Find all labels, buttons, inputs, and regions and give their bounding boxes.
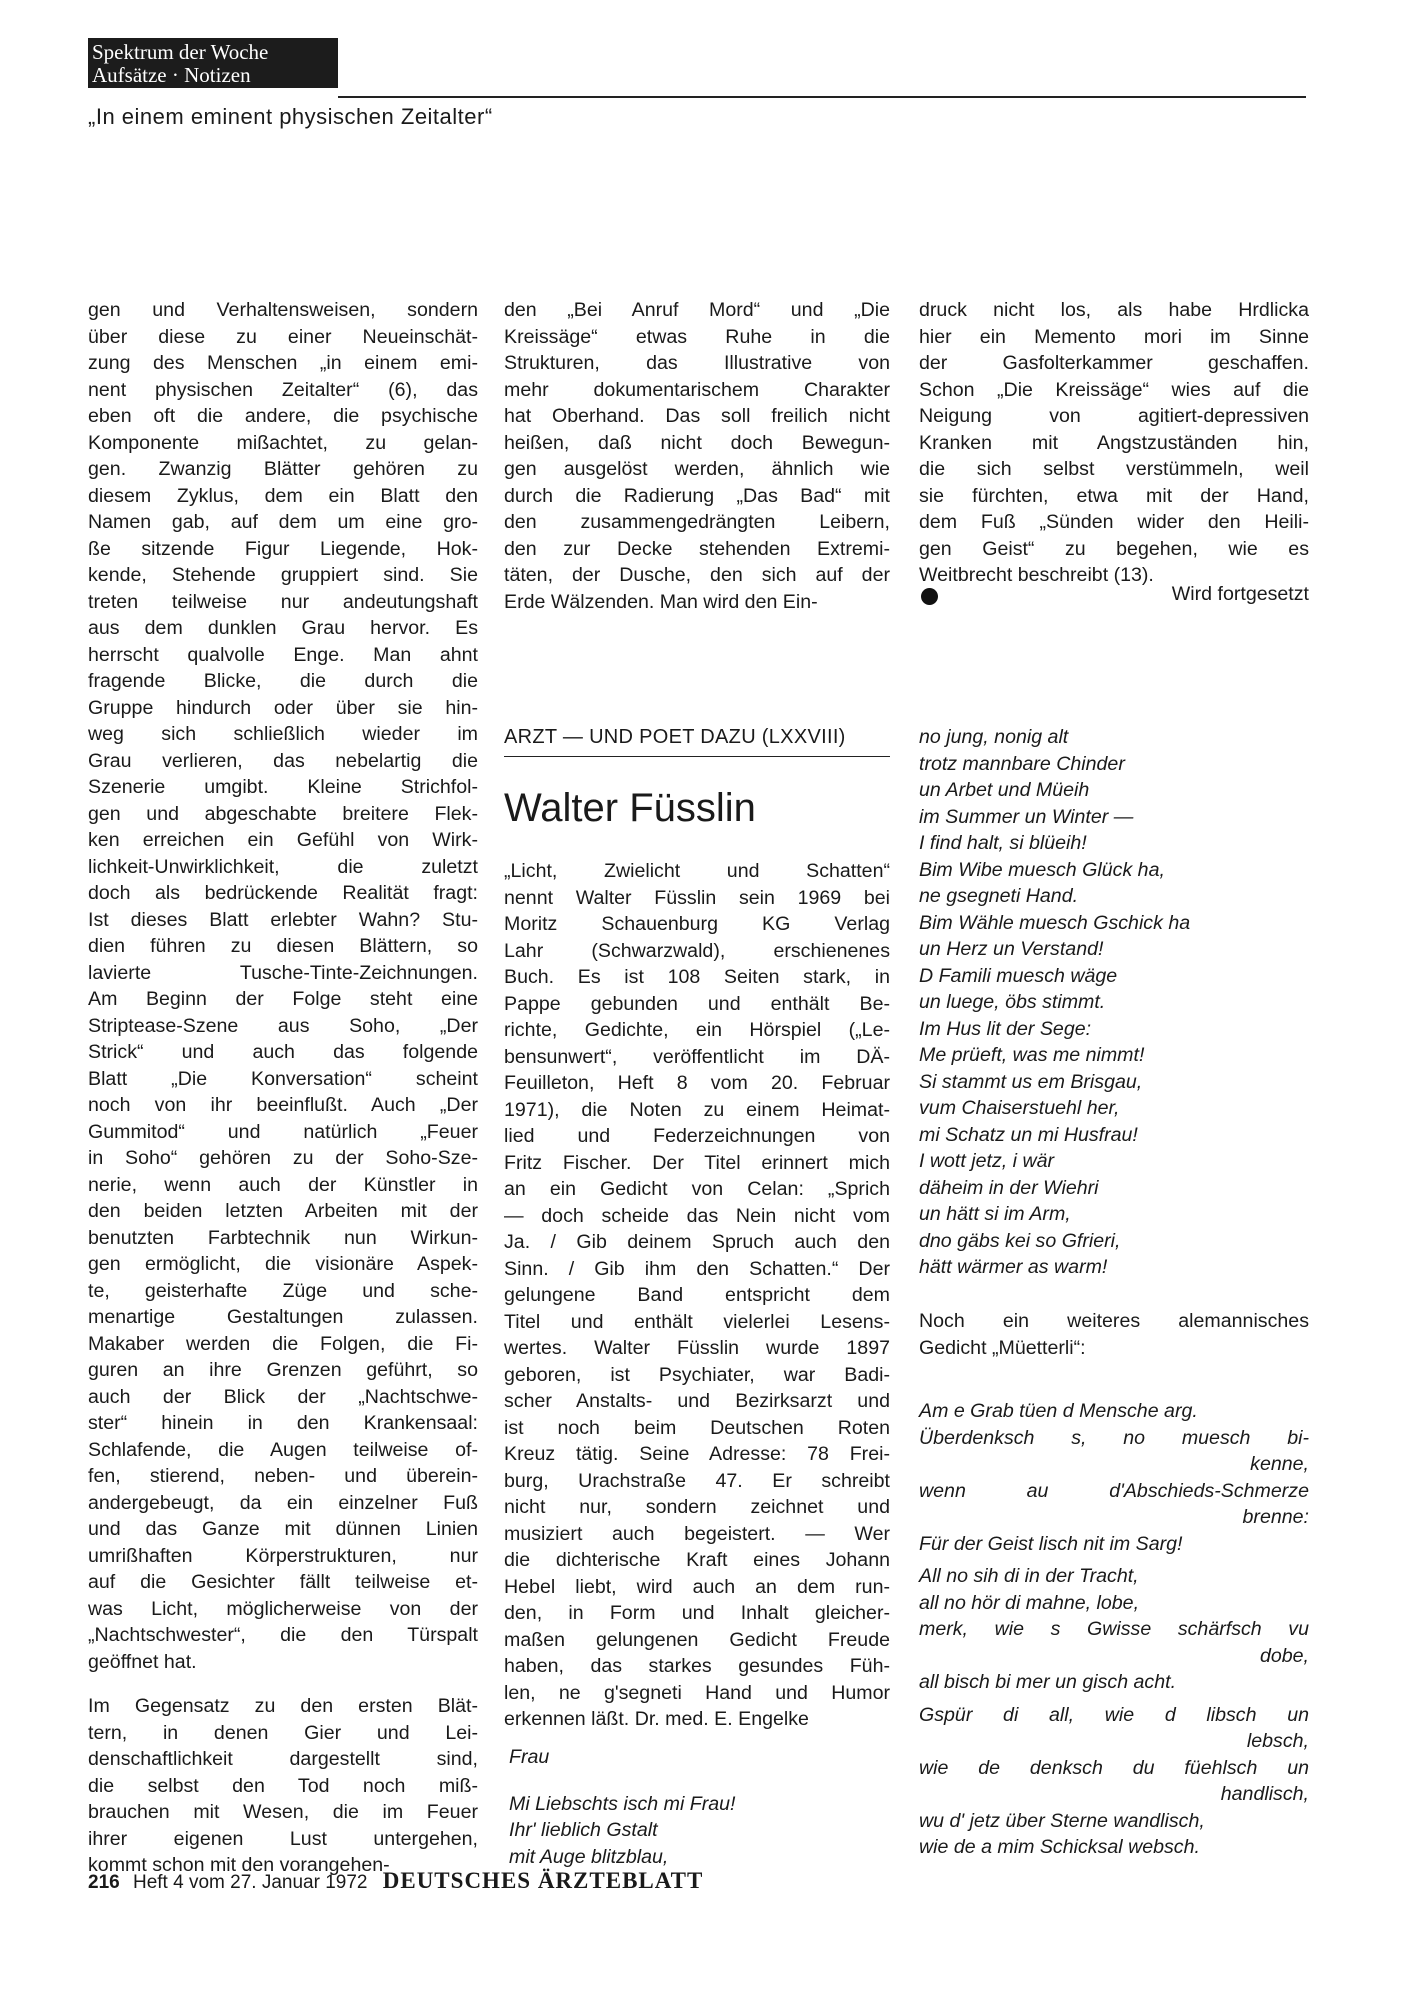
article-paragraph xyxy=(504,858,890,1733)
text-line: Makaber werden die Folgen, die Fi- xyxy=(88,1332,478,1355)
poem-line: trotz mannbare Chinder xyxy=(919,752,1125,775)
text-line: auf die Gesichter fällt teilweise et- xyxy=(88,1571,478,1593)
text-line: Noch ein weiteres alemannisches xyxy=(919,1310,1309,1332)
text-line: über diese zu einer Neueinschät- xyxy=(88,325,478,348)
intro-second-poem xyxy=(919,1308,1309,1361)
poem-line: ne gsegneti Hand. xyxy=(919,885,1079,907)
text-line: menartige Gestaltungen zulassen. xyxy=(88,1306,478,1328)
poem-line: Bim Wibe muesch Glück ha, xyxy=(919,858,1165,881)
poem-line: mi Schatz un mi Husfrau! xyxy=(919,1123,1138,1146)
text-line: ken erreichen ein Gefühl von Wirk- xyxy=(88,829,478,851)
text-line: gen Geist“ zu begehen, wie es xyxy=(919,537,1309,560)
text-line: Komponente mißachtet, zu gelan- xyxy=(88,431,478,454)
text-line: Sinn. / Gib ihm den Schatten.“ Der xyxy=(504,1257,890,1280)
text-line: Ja. / Gib deinem Spruch auch den xyxy=(504,1231,890,1253)
text-line: brauchen mit Wesen, die im Feuer xyxy=(88,1801,478,1823)
text-line: diesem Zyklus, dem ein Blatt den xyxy=(88,484,478,507)
intro-second-text xyxy=(919,1308,1309,1361)
poem-line: un Herz un Verstand! xyxy=(919,938,1104,960)
series-label: ARZT — UND POET DAZU (LXXVIII) xyxy=(504,726,846,748)
text-line: die dichterische Kraft eines Johann xyxy=(504,1549,890,1571)
text-line: musiziert auch begeistert. — Wer xyxy=(504,1522,890,1545)
text-line: Grau verlieren, das nebelartig die xyxy=(88,749,478,772)
poem-line: I find halt, si blüeih! xyxy=(919,832,1087,854)
poem-line: all bisch bi mer un gisch acht. xyxy=(919,1671,1177,1693)
text-line: andergebeugt, da ein einzelner Fuß xyxy=(88,1491,478,1514)
page-footer xyxy=(88,1868,703,1894)
text-line: noch von ihr beeinflußt. Auch „Der xyxy=(88,1094,478,1116)
text-line: gen und Verhaltensweisen, sondern xyxy=(88,299,478,321)
text-line: Gruppe hindurch oder über sie hin- xyxy=(88,696,478,719)
text-line: richte, Gedichte, ein Hörspiel („Le- xyxy=(504,1019,890,1041)
text-line: dem Fuß „Sünden wider den Heili- xyxy=(919,511,1309,533)
poem-line: hätt wärmer as warm! xyxy=(919,1256,1108,1278)
text-line: gen ausgelöst werden, ähnlich wie xyxy=(504,458,890,480)
text-line: Fritz Fischer. Der Titel erinnert mich xyxy=(504,1151,890,1174)
text-line: haben, das starkes gesundes Füh- xyxy=(504,1655,890,1677)
col-a-para-1 xyxy=(88,297,478,1675)
text-line: maßen gelungenen Gedicht Freude xyxy=(504,1628,890,1651)
text-line: weg sich schließlich wieder im xyxy=(88,723,478,745)
text-line: Kreuz tätig. Seine Adresse: 78 Frei- xyxy=(504,1443,890,1465)
text-line: ihrer eigenen Lust untergehen, xyxy=(88,1827,478,1850)
text-line: auch der Blick der „Nachtschwe- xyxy=(88,1385,478,1408)
text-line: den zusammengedrängten Leibern, xyxy=(504,511,890,533)
text-line: Feuilleton, Heft 8 vom 20. Februar xyxy=(504,1072,890,1094)
text-line: tern, in denen Gier und Lei- xyxy=(88,1721,478,1744)
text-line: sie fürchten, etwa mit der Hand, xyxy=(919,484,1309,507)
text-line: hier ein Memento mori im Sinne xyxy=(919,325,1309,348)
poem-line: Ihr' lieblich Gstalt xyxy=(509,1819,658,1841)
poem-line: dobe, xyxy=(1259,1644,1309,1667)
text-line: nent physischen Zeitalter“ (6), das xyxy=(88,378,478,401)
text-line: doch als bedrückende Realität fragt: xyxy=(88,882,478,904)
poem-line: un luege, öbs stimmt. xyxy=(919,991,1106,1013)
poem-line: wie de denksch du füehlsch un xyxy=(919,1756,1309,1779)
poem-line: all no hör di mahne, lobe, xyxy=(919,1591,1140,1614)
poem-line: merk, wie s Gwisse schärfsch vu xyxy=(919,1618,1309,1640)
poem-frau-lines xyxy=(509,1791,889,1871)
text-line: denschaftlichkeit dargestellt sind, xyxy=(88,1748,478,1770)
page-number: 216 xyxy=(88,1872,120,1893)
poem-line: lebsch, xyxy=(1246,1730,1309,1752)
text-line: len, ne g'segneti Hand und Humor xyxy=(504,1681,890,1704)
text-line: kende, Stehende gruppiert sind. Sie xyxy=(88,564,478,586)
text-line: täten, der Dusche, den sich auf der xyxy=(504,564,890,586)
poem-line: wenn au d'Abschieds-Schmerze xyxy=(919,1479,1309,1502)
text-line: nerie, wenn auch der Künstler in xyxy=(88,1173,478,1196)
continued-text: Wird fortgesetzt xyxy=(1171,583,1309,605)
top-rule xyxy=(338,96,1306,98)
poem-line: All no sih di in der Tracht, xyxy=(919,1565,1139,1587)
text-line: Pappe gebunden und enthält Be- xyxy=(504,992,890,1015)
poem-line: kenne, xyxy=(1250,1453,1309,1475)
poem-line: Für der Geist lisch nit im Sarg! xyxy=(919,1532,1183,1555)
text-line: Ist dieses Blatt erlebter Wahn? Stu- xyxy=(88,908,478,931)
poem-line: Im Hus lit der Sege: xyxy=(919,1017,1092,1040)
text-line: fragende Blicke, die durch die xyxy=(88,670,478,692)
poem-muetterli xyxy=(919,1398,1309,1861)
poem-line: däheim in der Wiehri xyxy=(919,1176,1099,1199)
text-line: Erde Wälzenden. Man wird den Ein- xyxy=(504,590,818,613)
text-line: Weitbrecht beschreibt (13). xyxy=(919,564,1154,586)
poem-line: wu d' jetz über Sterne wandlisch, xyxy=(919,1809,1205,1832)
poem-line: dno gäbs kei so Gfrieri, xyxy=(919,1229,1121,1252)
text-line: Kranken mit Angstzuständen hin, xyxy=(919,431,1309,454)
text-line: scher Anstalts- und Bezirksarzt und xyxy=(504,1390,890,1412)
text-line: Titel und enthält vielerlei Lesens- xyxy=(504,1310,890,1333)
poem-line: Am e Grab tüen d Mensche arg. xyxy=(919,1400,1198,1422)
continued-note xyxy=(919,583,1309,609)
poem-line: handlisch, xyxy=(1220,1783,1309,1805)
text-line: treten teilweise nur andeutungshaft xyxy=(88,590,478,613)
end-bullet-icon xyxy=(921,588,938,605)
text-line: die sich selbst verstümmeln, weil xyxy=(919,458,1309,480)
text-line: bensunwert“, veröffentlicht im DÄ- xyxy=(504,1045,890,1068)
poem-frau-cont-lines xyxy=(919,724,1309,1281)
poem-frau-continued xyxy=(919,724,1309,1281)
poem-line: mit Auge blitzblau, xyxy=(509,1845,669,1868)
text-line: Hebel liebt, wird auch an dem run- xyxy=(504,1575,890,1598)
poem-line: I wott jetz, i wär xyxy=(919,1150,1055,1172)
text-line: ster“ hinein in den Krankensaal: xyxy=(88,1412,478,1434)
col-c-continuation xyxy=(919,297,1309,589)
text-line: kommt schon mit den vorangehen- xyxy=(88,1854,390,1876)
text-line: fen, stierend, neben- und überein- xyxy=(88,1465,478,1487)
text-line: burg, Urachstraße 47. Er schreibt xyxy=(504,1469,890,1492)
text-line: den „Bei Anruf Mord“ und „Die xyxy=(504,299,890,321)
text-line: Schon „Die Kreissäge“ wies auf die xyxy=(919,378,1309,401)
text-line: gelungene Band entspricht dem xyxy=(504,1284,890,1306)
article-body xyxy=(504,858,890,1733)
text-line: Lahr (Schwarzwald), erschienenes xyxy=(504,939,890,962)
poem-line: Gspür di all, wie d libsch un xyxy=(919,1703,1309,1726)
col-b-continuation xyxy=(504,297,890,615)
text-line: den, in Form und Inhalt gleicher- xyxy=(504,1602,890,1624)
poem-line: im Summer un Winter — xyxy=(919,805,1134,828)
poem-line: vum Chaiserstuehl her, xyxy=(919,1097,1120,1119)
poem-line: no jung, nonig alt xyxy=(919,726,1069,748)
text-line: Moritz Schauenburg KG Verlag xyxy=(504,913,890,935)
column-middle-top xyxy=(504,297,890,615)
text-line: Blatt „Die Konversation“ scheint xyxy=(88,1067,478,1090)
column-right-top xyxy=(919,297,1309,589)
text-line: mehr dokumentarischem Charakter xyxy=(504,378,890,401)
text-line: geöffnet hat. xyxy=(88,1650,197,1673)
text-line: durch die Radierung „Das Bad“ mit xyxy=(504,484,890,507)
text-line: Striptease-Szene aus Soho, „Der xyxy=(88,1014,478,1037)
issue-info: Heft 4 vom 27. Januar 1972 xyxy=(132,1872,368,1893)
section-line-1: Spektrum der Woche xyxy=(92,40,269,64)
text-line: „Licht, Zwielicht und Schatten“ xyxy=(504,860,890,882)
text-line: herrscht qualvolle Enge. Man ahnt xyxy=(88,643,478,666)
text-line: geboren, ist Psychiater, war Badi- xyxy=(504,1363,890,1386)
text-line: Gedicht „Müetterli“: xyxy=(919,1336,1086,1359)
text-line: und das Ganze mit dünnen Linien xyxy=(88,1518,478,1540)
magazine-name: DEUTSCHES ÄRZTEBLATT xyxy=(382,1868,704,1893)
text-line: te, geisterhafte Züge und sche- xyxy=(88,1279,478,1302)
col-a-para-2 xyxy=(88,1693,478,1879)
poem-line: D Famili muesch wäge xyxy=(919,964,1118,987)
text-line: ist noch beim Deutschen Roten xyxy=(504,1416,890,1439)
text-line: heißen, daß nicht doch Bewegun- xyxy=(504,431,890,454)
text-line: 1971), die Noten zu einem Heimat- xyxy=(504,1098,890,1121)
text-line: was Licht, möglicherweise von der xyxy=(88,1597,478,1620)
text-line: lied und Federzeichnungen von xyxy=(504,1125,890,1147)
text-line: aus dem dunklen Grau hervor. Es xyxy=(88,617,478,639)
article-title: Walter Füsslin xyxy=(504,786,756,830)
section-badge xyxy=(88,38,338,88)
text-line: an ein Gedicht von Celan: „Sprich xyxy=(504,1178,890,1200)
text-line: Kreissäge“ etwas Ruhe in die xyxy=(504,325,890,348)
text-line: lichkeit-Unwirklichkeit, die zuletzt xyxy=(88,855,478,878)
poem-line: brenne: xyxy=(1242,1506,1309,1528)
poem-frau-title: Frau xyxy=(509,1746,550,1768)
text-line: gen und abgeschabte breitere Flek- xyxy=(88,802,478,825)
text-line: Gummitod“ und natürlich „Feuer xyxy=(88,1120,478,1143)
text-line: Namen gab, auf dem um eine gro- xyxy=(88,511,478,533)
text-line: gen ermöglicht, die visionäre Aspek- xyxy=(88,1253,478,1275)
text-line: Im Gegensatz zu den ersten Blät- xyxy=(88,1695,478,1717)
text-line: nennt Walter Füsslin sein 1969 bei xyxy=(504,886,890,909)
text-line: eben oft die andere, die psychische xyxy=(88,405,478,427)
text-line: nicht nur, sondern zeichnet und xyxy=(504,1496,890,1518)
poem-line: Mi Liebschts isch mi Frau! xyxy=(509,1792,736,1815)
text-line: benutzten Farbtechnik nun Wirkun- xyxy=(88,1226,478,1249)
poem-frau xyxy=(509,1744,889,1870)
text-line: guren an ihre Grenzen geführt, so xyxy=(88,1359,478,1381)
text-line: dien führen zu diesen Blättern, so xyxy=(88,935,478,957)
text-line: ße sitzende Figur Liegende, Hok- xyxy=(88,537,478,560)
text-line: den beiden letzten Arbeiten mit der xyxy=(88,1200,478,1222)
column-left xyxy=(88,297,478,1879)
poem-line: un Arbet und Müeih xyxy=(919,779,1090,801)
text-line: Am Beginn der Folge steht eine xyxy=(88,988,478,1010)
text-line: druck nicht los, als habe Hrdlicka xyxy=(919,299,1309,321)
text-line: hat Oberhand. Das soll freilich nicht xyxy=(504,405,890,427)
poem-line: wie de a mim Schicksal websch. xyxy=(919,1836,1200,1858)
poem-line: un hätt si im Arm, xyxy=(919,1203,1071,1225)
poem-line: Bim Wähle muesch Gschick ha xyxy=(919,911,1191,934)
text-line: Szenerie umgibt. Kleine Strichfol- xyxy=(88,776,478,798)
text-line: — doch scheide das Nein nicht vom xyxy=(504,1204,890,1227)
section-line-2: Aufsätze · Notizen xyxy=(92,63,251,87)
text-line: Strukturen, das Illustrative von xyxy=(504,352,890,374)
poem-line: Me prüeft, was me nimmt! xyxy=(919,1044,1145,1066)
text-line: Neigung von agitiert-depressiven xyxy=(919,405,1309,427)
text-line: zung des Menschen „in einem emi- xyxy=(88,352,478,374)
text-line: gen. Zwanzig Blätter gehören zu xyxy=(88,458,478,480)
poem-line: Überdenksch s, no muesch bi- xyxy=(919,1426,1309,1449)
series-rule xyxy=(504,756,890,757)
poem-line: Si stammt us em Brisgau, xyxy=(919,1070,1143,1093)
text-line: in Soho“ gehören zu der Soho-Sze- xyxy=(88,1147,478,1169)
text-line: „Nachtschwester“, die den Türspalt xyxy=(88,1624,478,1646)
text-line: die selbst den Tod noch miß- xyxy=(88,1774,478,1797)
text-line: erkennen läßt. Dr. med. E. Engelke xyxy=(504,1708,809,1730)
text-line: den zur Decke stehenden Extremi- xyxy=(504,537,890,560)
text-line: umrißhaften Körperstrukturen, nur xyxy=(88,1544,478,1567)
text-line: Schlafende, die Augen teilweise of- xyxy=(88,1438,478,1461)
text-line: lavierte Tusche-Tinte-Zeichnungen. xyxy=(88,961,478,984)
text-line: der Gasfolterkammer geschaffen. xyxy=(919,352,1309,374)
text-line: Buch. Es ist 108 Seiten stark, in xyxy=(504,966,890,988)
article-kicker: „In einem eminent physischen Zeitalter“ xyxy=(88,104,493,129)
text-line: Strick“ und auch das folgende xyxy=(88,1041,478,1063)
text-line: wertes. Walter Füsslin wurde 1897 xyxy=(504,1337,890,1359)
